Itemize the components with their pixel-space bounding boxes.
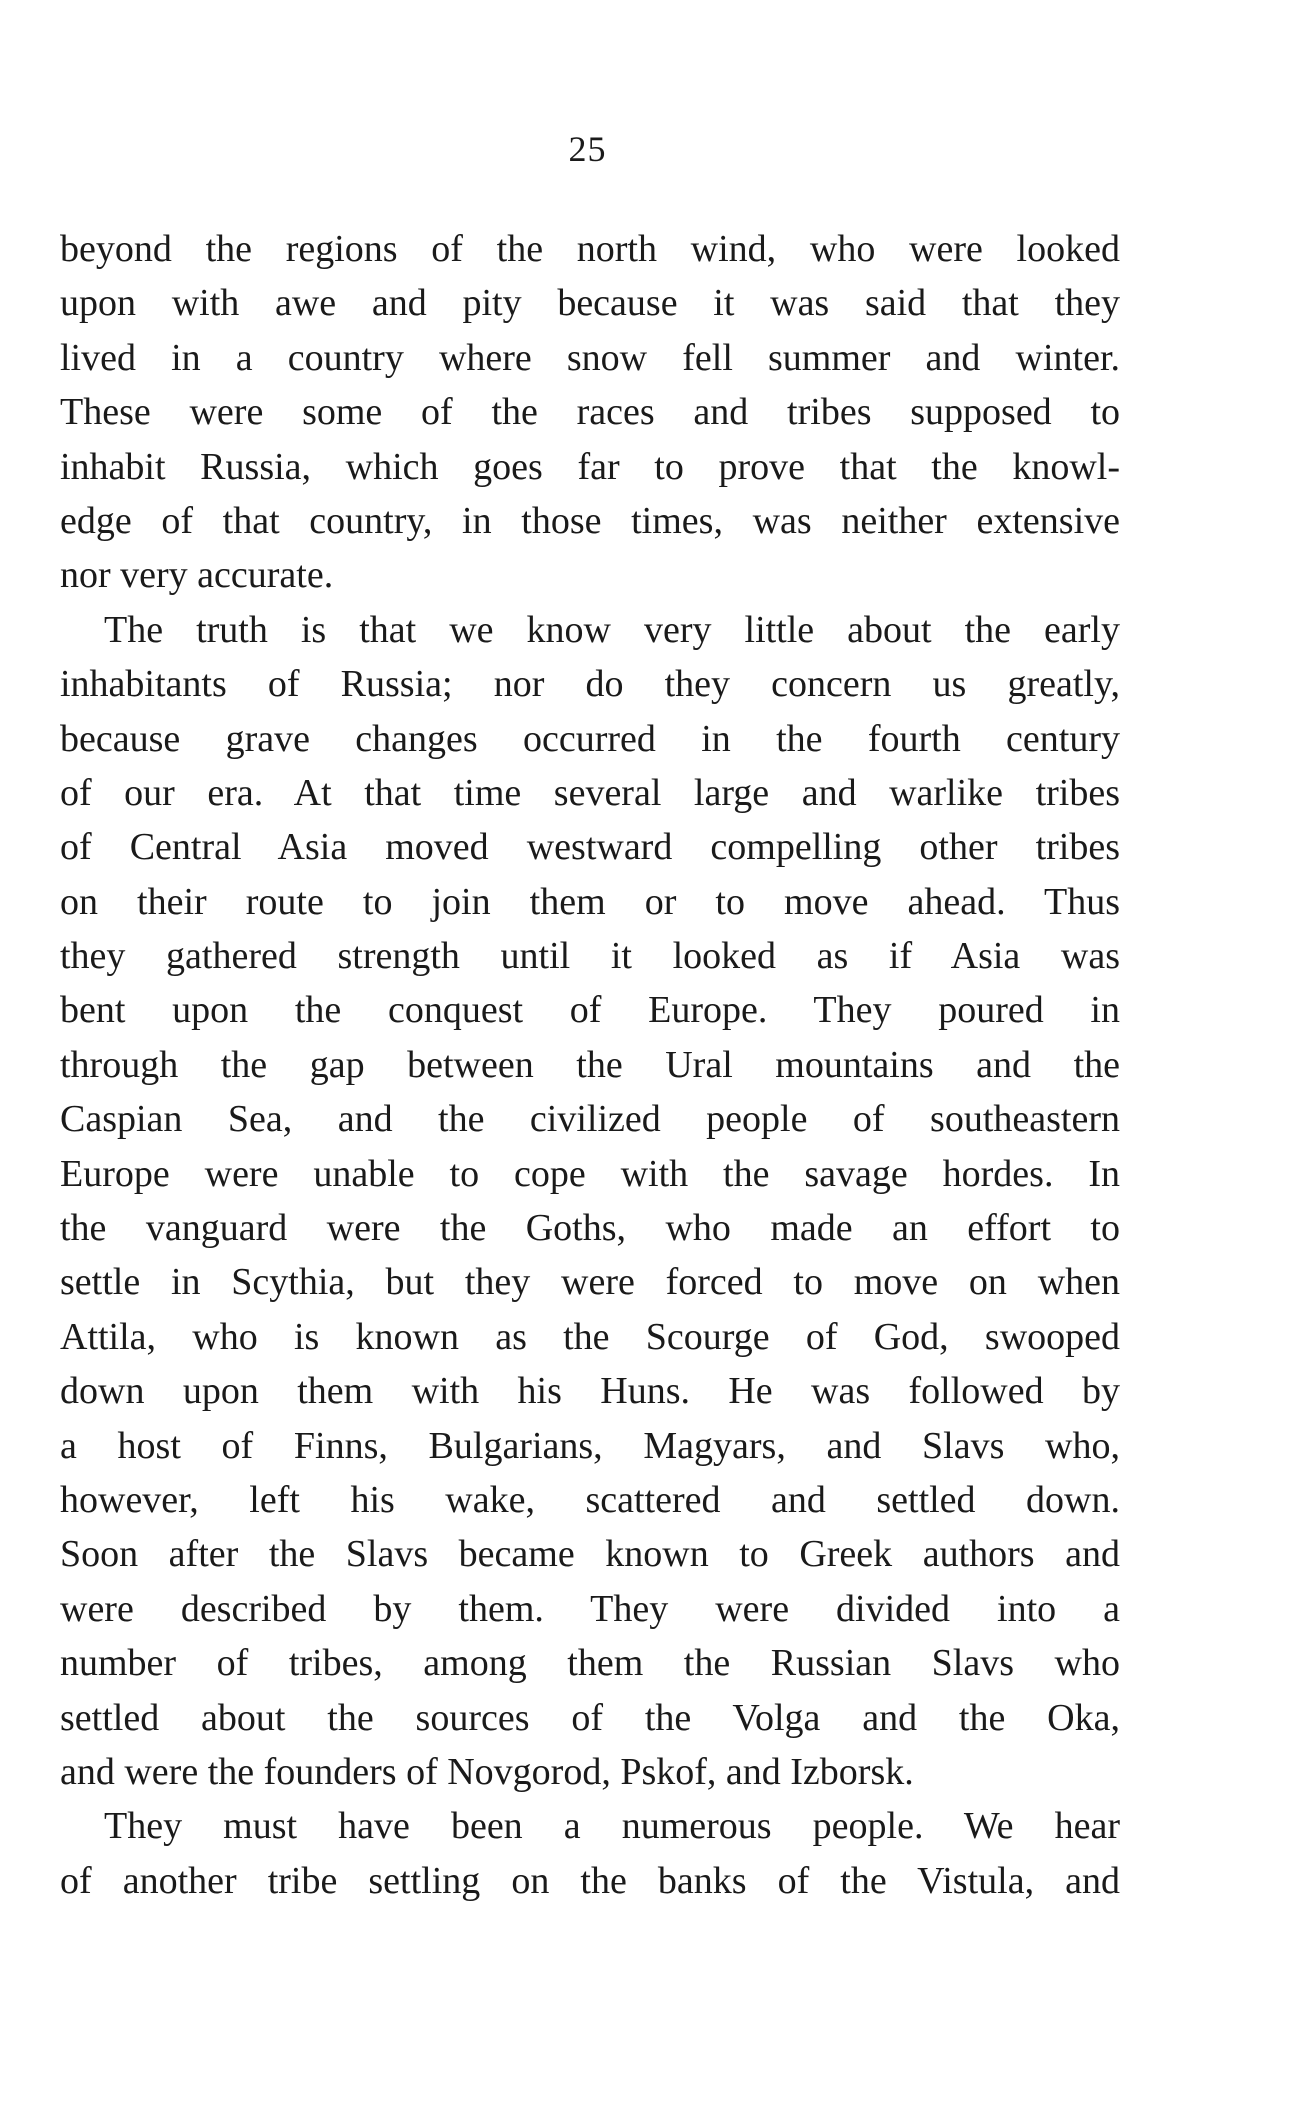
text-line: lived in a country where snow fell summer and winter. [60,336,1120,379]
text-line: edge of that country, in those times, was neither extensive [60,499,1120,542]
text-line: number of tribes, among them the Russian Slavs who [60,1642,1120,1685]
text-line: They must have been a numerous people. We hear [104,1805,1120,1848]
text-line: inhabit Russia, which goes far to prove that the knowl- [60,445,1120,488]
text-line: and were the founders of Novgorod, Pskof, and Izborsk. [60,1750,914,1793]
text-line: Europe were unable to cope with the savage hordes. In [60,1152,1120,1195]
text-line: were described by them. They were divided into a [60,1587,1120,1630]
text-line: The truth is that we know very little about the early [104,608,1120,651]
text-line: on their route to join them or to move ahead. Thus [60,880,1120,923]
text-line: a host of Finns, Bulgarians, Magyars, and Slavs who, [60,1424,1120,1467]
page-number: 25 [568,129,607,169]
text-line: upon with awe and pity because it was said that they [60,282,1120,325]
text-line: nor very accurate. [60,554,334,597]
text-line: Caspian Sea, and the civilized people of southeastern [60,1098,1120,1141]
text-line: These were some of the races and tribes supposed to [60,391,1120,434]
text-line: down upon them with his Huns. He was followed by [60,1370,1120,1413]
text-line: however, left his wake, scattered and settled down. [60,1478,1120,1521]
text-line: Soon after the Slavs became known to Greek authors and [60,1533,1120,1576]
text-line: of our era. At that time several large and warlike tribes [60,771,1120,814]
body-text [60,222,1120,1908]
text-line: bent upon the conquest of Europe. They poured in [60,989,1120,1032]
text-line: because grave changes occurred in the fourth century [60,717,1120,760]
text-line: the vanguard were the Goths, who made an effort to [60,1207,1120,1250]
text-line: settle in Scythia, but they were forced to move on when [60,1261,1120,1304]
text-line: they gathered strength until it looked as if Asia was [60,935,1120,978]
text-line: of Central Asia moved westward compelling other tribes [60,826,1120,869]
text-line: inhabitants of Russia; nor do they concern us greatly, [60,663,1120,706]
text-line: through the gap between the Ural mountains and the [60,1043,1120,1086]
text-line: Attila, who is known as the Scourge of God, swooped [60,1315,1120,1358]
text-line: settled about the sources of the Volga and the Oka, [60,1696,1120,1739]
text-line: of another tribe settling on the banks of the Vistula, and [60,1859,1120,1902]
text-line: beyond the regions of the north wind, who were looked [60,228,1120,270]
